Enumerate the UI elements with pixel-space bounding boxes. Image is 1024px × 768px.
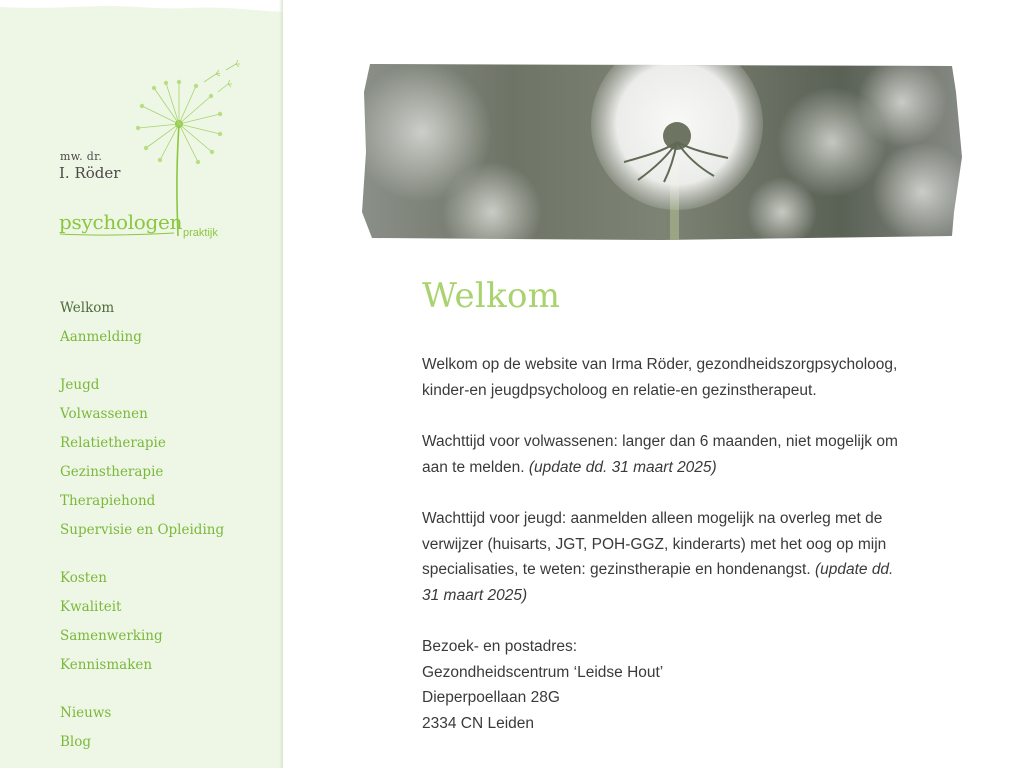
youth-waiting-text: Wachttijd voor jeugd: aanmelden alleen mogelijk na overleg met de verwijzer (huisarts, JGT, POH-GGZ, kinderarts) met het oog op mijn specialisaties, te weten: gezinstherapie en hondenangst. (422, 510, 887, 579)
nav-link-jeugd[interactable]: Jeugd (60, 377, 100, 393)
logo-prefix: mw. dr. (60, 150, 103, 163)
nav-link-supervisie[interactable]: Supervisie en Opleiding (60, 522, 225, 538)
address-block (422, 634, 912, 737)
header-banner-image (362, 62, 962, 240)
nav-link-welkom[interactable]: Welkom (60, 300, 115, 316)
practice-logo[interactable] (56, 56, 246, 256)
page-title: Welkom (422, 276, 561, 316)
logo-word-praktijk: praktijk (183, 227, 218, 239)
nav-link-kosten[interactable]: Kosten (60, 570, 107, 586)
nav-link-therapiehond[interactable]: Therapiehond (60, 493, 156, 509)
nav-link-nieuws[interactable]: Nieuws (60, 705, 112, 721)
adults-waiting-paragraph (422, 429, 912, 480)
youth-update-note: (update dd. 31 maart 2025) (422, 561, 894, 605)
torn-edge-decoration (0, 0, 283, 14)
nav-link-blog[interactable]: Blog (60, 734, 92, 750)
adults-waiting-text: Wachttijd voor volwassenen: langer dan 6 maanden, niet mogelijk om aan te melden. (422, 433, 898, 476)
logo-name: I. Röder (59, 164, 121, 182)
nav-link-samenwerking[interactable]: Samenwerking (60, 628, 163, 644)
nav-link-kwaliteit[interactable]: Kwaliteit (60, 599, 122, 615)
address-line-3: 2334 CN Leiden (422, 715, 535, 733)
intro-paragraph (422, 352, 912, 403)
youth-waiting-paragraph (422, 506, 912, 609)
address-line-1: Gezondheidscentrum ‘Leidse Hout’ (422, 663, 664, 681)
logo-word-psychologen: psychologen (59, 210, 183, 234)
adults-update-note: (update dd. 31 maart 2025) (528, 458, 717, 476)
nav-link-volwassenen[interactable]: Volwassenen (60, 406, 148, 422)
nav-link-relatietherapie[interactable]: Relatietherapie (60, 435, 166, 451)
nav-link-kennismaken[interactable]: Kennismaken (60, 657, 153, 673)
intro-text: Welkom op de website van Irma Röder, gezondheidszorgpsycholoog, kinder-en jeugdpsycholoog en relatie-en gezinstherapeut. (422, 356, 898, 399)
nav-link-gezinstherapie[interactable]: Gezinstherapie (60, 464, 164, 480)
address-label: Bezoek- en postadres: (422, 638, 578, 655)
nav-link-aanmelding[interactable]: Aanmelding (60, 329, 142, 345)
sidebar (0, 0, 283, 768)
address-line-2: Dieperpoellaan 28G (422, 689, 560, 707)
